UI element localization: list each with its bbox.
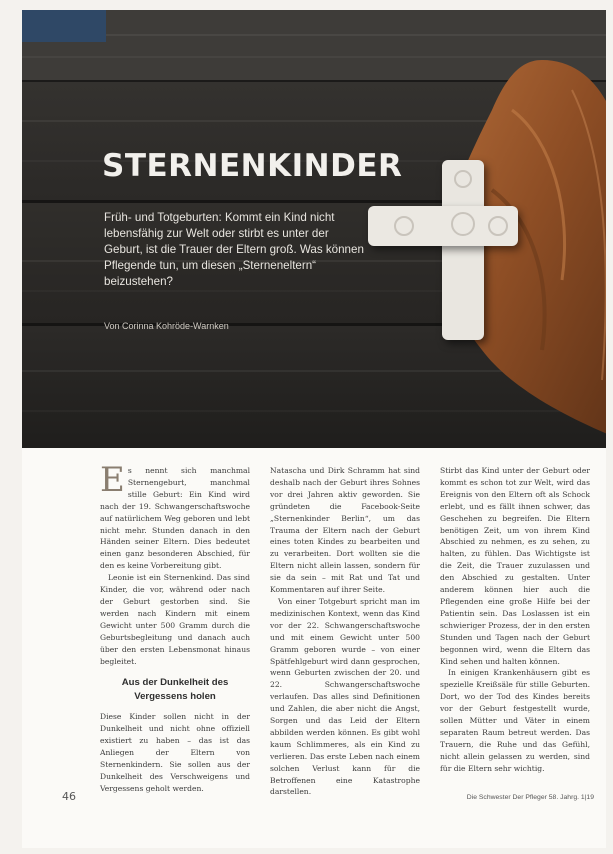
article-body bbox=[100, 460, 590, 805]
article-byline: Von Corinna Kohröde-Warnken bbox=[104, 321, 229, 331]
wood-grain bbox=[22, 34, 606, 36]
paragraph: Natascha und Dirk Schramm hat sind deshalb nach der Geburt ihres Sohnes vor drei Jahren aktiv geworden. Sie gründeten die Facebook-Seite „Sternenkinder Berlin“, um das Trauma der Eltern nach der Geburt eines toten Kindes zu bearbeiten und zu verarbeiten. Dort wollten sie die Eltern nicht allein lassen, sondern für sie da sein – mit Rat und Tat und Kommentaren auf ihrer Seite. bbox=[270, 466, 420, 595]
page-number: 46 bbox=[62, 790, 76, 803]
section-marker bbox=[22, 10, 106, 42]
journal-footer: Die Schwester Der Pfleger 58. Jahrg. 1|19 bbox=[466, 794, 594, 801]
paragraph: Stirbt das Kind unter der Geburt oder kommt es schon tot zur Welt, wird das Ereignis von den Eltern oft als Schock erlebt, und es fällt ihnen schwer, das Geschehen zu begreifen. Die Eltern benötigen Zeit, um von ihrem Kind Abschied zu nehmen, es zu sehen, zu halten, zu fühlen. Das Wichtigste ist die Zeit, die Trauer zuzulassen und den Abschied zu gestalten. Unter anderem können hier auch die Pflegenden eine große Hilfe bei der Patientin sein. Das Loslassen ist ein schwieriger Prozess, der in den ersten Stunden und Tagen nach der Geburt begonnen wird, wenn die Eltern das Kind sehen und halten können. bbox=[440, 466, 590, 666]
column-3 bbox=[440, 465, 590, 775]
article-lead: Früh- und Totgeburten: Kommt ein Kind nicht lebensfähig zur Welt oder stirbt es unter der Geburt, ist die Trauer der Eltern groß. Was können Pflegende tun, um diesen „Sterneneltern“ beizustehen? bbox=[104, 211, 364, 288]
column-1 bbox=[100, 460, 250, 795]
paragraph: Leonie ist ein Sternenkind. Das sind Kinder, die vor, während oder nach der Geburt gestorben sind. Sie werden nach Kindern mit einem Gewicht unter 500 Gramm durch die Geburtsbegleitung und danach auch über den ersten Lebensmonat hinaus begleitet. bbox=[100, 573, 250, 666]
paragraph: s nennt sich manchmal Sternengeburt, manchmal stille Geburt: Ein Kind wird nach der 19. Schwangerschaftswoche auf natürlichem Weg geboren und lebt nicht mehr. Stunden danach in den Händen seiner Eltern. Dies bedeutet einen ganz besonderen Abschied, für den es keine Vorbereitung gibt. bbox=[100, 466, 250, 571]
hero-image bbox=[22, 10, 606, 448]
subheading: Aus der Dunkelheit des Vergessens holen bbox=[121, 677, 229, 703]
column-2 bbox=[270, 465, 420, 798]
magazine-page bbox=[22, 10, 606, 848]
cross-ornament bbox=[451, 212, 475, 236]
drop-cap: E bbox=[100, 460, 125, 500]
article-title: STERNENKINDER bbox=[102, 148, 403, 184]
cross-ornament bbox=[394, 216, 414, 236]
cross-ornament bbox=[454, 170, 472, 188]
paragraph: Von einer Totgeburt spricht man im medizinischen Kontext, wenn das Kind vor der 22. Schwangerschaftswoche und mit einem Gewicht unter 500 Gramm geboren wurde – von einer Spätfehlgeburt wird dann gesprochen, wenn Geburten zwischen der 20. und 22. Schwangerschaftswoche verlaufen. Das alles sind Definitionen und Zahlen, die aber nicht die Angst, Sorgen und das Leid der Eltern abbilden werden können. Es gibt wohl kaum Schlimmeres, als ein Kind zu verlieren. Das erste Leben nach einem solchen Verlust kann für die Betroffenen eine Katastrophe darstellen. bbox=[270, 596, 420, 797]
paragraph: Diese Kinder sollen nicht in der Dunkelheit und nicht ohne offiziell existiert zu haben – das ist das Anliegen der Eltern von Sternenkindern. Sie sollen aus der Dunkelheit des Verschweigens und Vergessens geholt werden. bbox=[100, 712, 250, 793]
paragraph: In einigen Krankenhäusern gibt es spezielle Kreißsäle für stille Geburten. Dort, wo der Tod des Kindes bereits vor der Geburt festgestellt wurde, sollen Mütter und Väter in einem separaten Raum betreut werden. Das Trauern, die Ruhe und das Gefühl, nicht allein gelassen zu werden, sind für die Eltern sehr wichtig. bbox=[440, 668, 590, 773]
cross-ornament bbox=[488, 216, 508, 236]
